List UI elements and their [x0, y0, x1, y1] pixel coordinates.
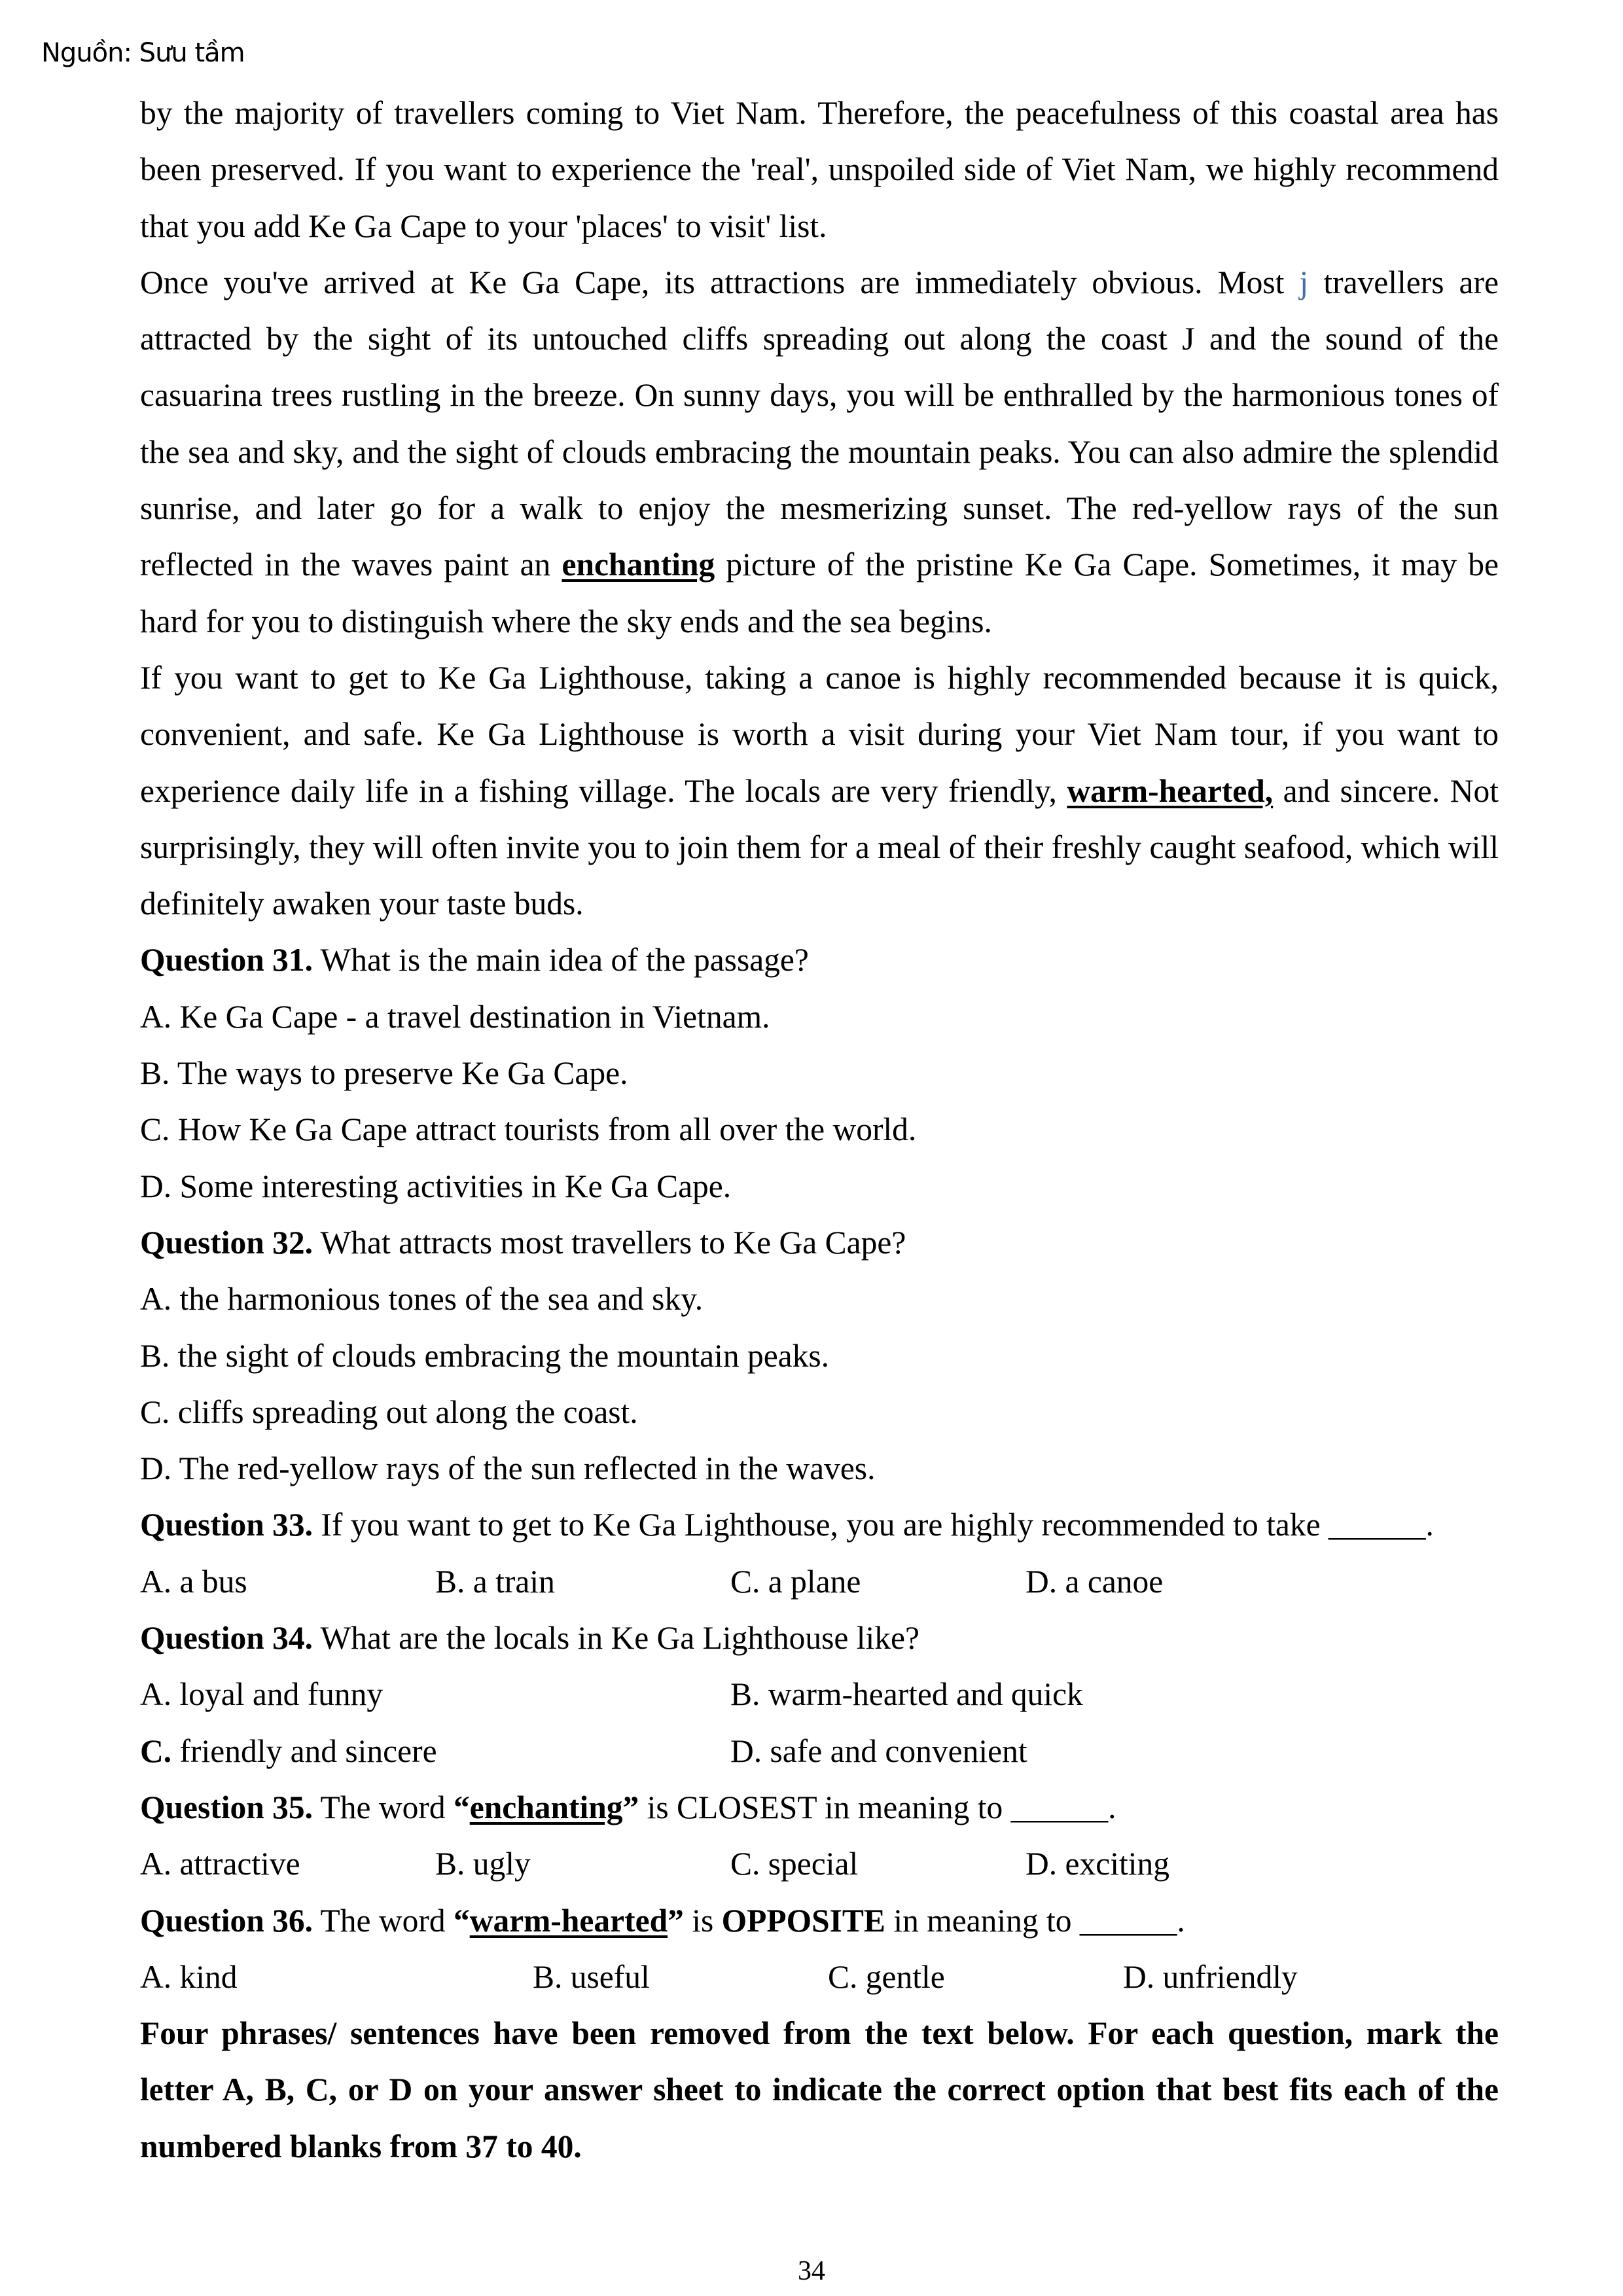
stray-mark: j	[1299, 264, 1309, 300]
q35-option-c[interactable]: C. special	[730, 1846, 859, 1882]
q34-option-b[interactable]	[730, 1666, 1321, 1723]
question-36	[140, 1893, 1499, 1949]
question-text: What attracts most travellers to Ke Ga Cape?	[313, 1224, 906, 1261]
question-text: If you want to get to Ke Ga Lighthouse, you are highly recommended to take ______.	[313, 1507, 1434, 1543]
q36-option-a[interactable]: A. kind	[140, 1958, 238, 1995]
q31-option-d[interactable]: D. Some interesting activities in Ke Ga Cape.	[140, 1168, 732, 1204]
passage-paragraph-3	[140, 650, 1499, 932]
question-text: What are the locals in Ke Ga Lighthouse like?	[313, 1620, 919, 1657]
para2-text-start: Once you've arrived at Ke Ga Cape, its attractions are immediately obvious. Most	[140, 264, 1300, 300]
q34-options-row-1	[140, 1666, 1499, 1723]
para3-text-end: and sincere. Not surprisingly, they will often invite you to join them for a meal of their freshly caught seafood, which will definitely awaken your taste buds.	[140, 772, 1499, 922]
option-letter: B.	[730, 1676, 760, 1713]
passage-paragraph-1: by the majority of travellers coming to Viet Nam. Therefore, the peacefulness of this coastal area has been preserved. If you want to experience the 'real', unspoiled side of Viet Nam, we highly recommend that you add Ke Ga Cape to your 'places' to visit' list.	[140, 95, 1499, 244]
question-label: Question 35.	[140, 1789, 313, 1825]
q32-option-a[interactable]: A. the harmonious tones of the sea and sky.	[140, 1281, 704, 1318]
question-label: Question 32.	[140, 1224, 313, 1261]
close-quote: ”	[668, 1902, 684, 1939]
q36-option-b[interactable]: B. useful	[533, 1958, 650, 1995]
question-text-end: in meaning to ______.	[885, 1902, 1185, 1939]
page-number: 34	[798, 2256, 825, 2286]
q34-option-c[interactable]	[140, 1723, 730, 1780]
open-quote: “	[453, 1789, 470, 1825]
option-text: warm-hearted and quick	[760, 1676, 1083, 1713]
q31-option-b[interactable]: B. The ways to preserve Ke Ga Cape.	[140, 1055, 628, 1092]
question-35	[140, 1780, 1499, 1836]
open-quote: “	[453, 1902, 470, 1939]
question-34	[140, 1610, 1499, 1666]
question-32	[140, 1215, 1499, 1271]
q33-option-b[interactable]: B. a train	[435, 1563, 555, 1600]
question-label: Question 33.	[140, 1507, 313, 1543]
q34-options-row-2	[140, 1723, 1499, 1780]
question-33	[140, 1497, 1499, 1553]
q31-option-a[interactable]: A. Ke Ga Cape - a travel destination in Vietnam.	[140, 998, 770, 1035]
q33-option-a[interactable]: A. a bus	[140, 1563, 247, 1600]
para2-text-end: picture of the pristine Ke Ga Cape. Sometimes, it may be hard for you to distinguish where the sky ends and the sea begins.	[140, 547, 1499, 639]
q32-option-c[interactable]: C. cliffs spreading out along the coast.	[140, 1393, 638, 1430]
q33-options	[140, 1554, 1499, 1610]
question-31	[140, 932, 1499, 988]
document-body	[140, 85, 1499, 2175]
keyword-enchanting: enchanting	[469, 1789, 623, 1825]
passage-paragraph-2	[140, 255, 1499, 650]
option-letter: A.	[140, 1676, 172, 1713]
question-label: Question 31.	[140, 942, 313, 978]
source-header: Nguồn: Sưu tầm	[41, 38, 245, 68]
option-text: friendly and sincere	[171, 1732, 437, 1769]
q31-option-c[interactable]: C. How Ke Ga Cape attract tourists from all over the world.	[140, 1111, 917, 1148]
q34-option-a[interactable]	[140, 1666, 730, 1723]
q36-option-c[interactable]: C. gentle	[828, 1958, 945, 1995]
para3-text-start: If you want to get to Ke Ga Lighthouse, taking a canoe is highly recommended because it is quick, convenient, and safe. Ke Ga Lighthouse is worth a visit during your Viet Nam tour, if you want to experience daily life in a fishing village. The locals are very friendly,	[140, 659, 1499, 809]
q34-option-d[interactable]	[730, 1723, 1321, 1780]
emphasis-opposite: OPPOSITE	[721, 1902, 885, 1939]
q35-options	[140, 1836, 1499, 1892]
keyword-warm-hearted: warm-hearted,	[1067, 772, 1274, 809]
option-letter-bold: C.	[140, 1732, 172, 1769]
close-quote: ”	[622, 1789, 639, 1825]
keyword-warm-hearted: warm-hearted	[469, 1902, 668, 1939]
q35-option-d[interactable]: D. exciting	[1026, 1846, 1169, 1882]
q33-option-d[interactable]: D. a canoe	[1026, 1563, 1164, 1600]
question-text-mid: is	[683, 1902, 722, 1939]
option-letter: D.	[730, 1732, 762, 1769]
keyword-enchanting: enchanting	[562, 547, 715, 583]
question-label: Question 34.	[140, 1620, 313, 1657]
q32-option-b[interactable]: B. the sight of clouds embracing the mountain peaks.	[140, 1337, 830, 1374]
para2-text-mid: travellers are attracted by the sight of its untouched cliffs spreading out along the coast J and the sound of the casuarina trees rustling in the breeze. On sunny days, you will be enthralled by the harmonious tones of the sea and sky, and the sight of clouds embracing the mountain peaks. You can also admire the splendid sunrise, and later go for a walk to enjoy the mesmerizing sunset. The red-yellow rays of the sun reflected in the waves paint an	[140, 264, 1499, 583]
q35-option-b[interactable]: B. ugly	[435, 1846, 531, 1882]
q32-option-d[interactable]: D. The red-yellow rays of the sun reflected in the waves.	[140, 1450, 876, 1487]
q35-option-a[interactable]: A. attractive	[140, 1846, 300, 1882]
question-text-end: is CLOSEST in meaning to ______.	[639, 1789, 1116, 1825]
option-text: loyal and funny	[171, 1676, 383, 1713]
question-text: The word	[313, 1902, 454, 1939]
option-text: safe and convenient	[762, 1732, 1027, 1769]
q36-options	[140, 1949, 1499, 2005]
question-text: What is the main idea of the passage?	[313, 942, 809, 978]
section-instruction: Four phrases/ sentences have been removed from the text below. For each question, mark the letter A, B, C, or D on your answer sheet to indicate the correct option that best fits each of the numbered blanks from 37 to 40.	[140, 2015, 1499, 2164]
q33-option-c[interactable]: C. a plane	[730, 1563, 861, 1600]
question-text: The word	[313, 1789, 454, 1825]
q36-option-d[interactable]: D. unfriendly	[1123, 1958, 1298, 1995]
question-label: Question 36.	[140, 1902, 313, 1939]
